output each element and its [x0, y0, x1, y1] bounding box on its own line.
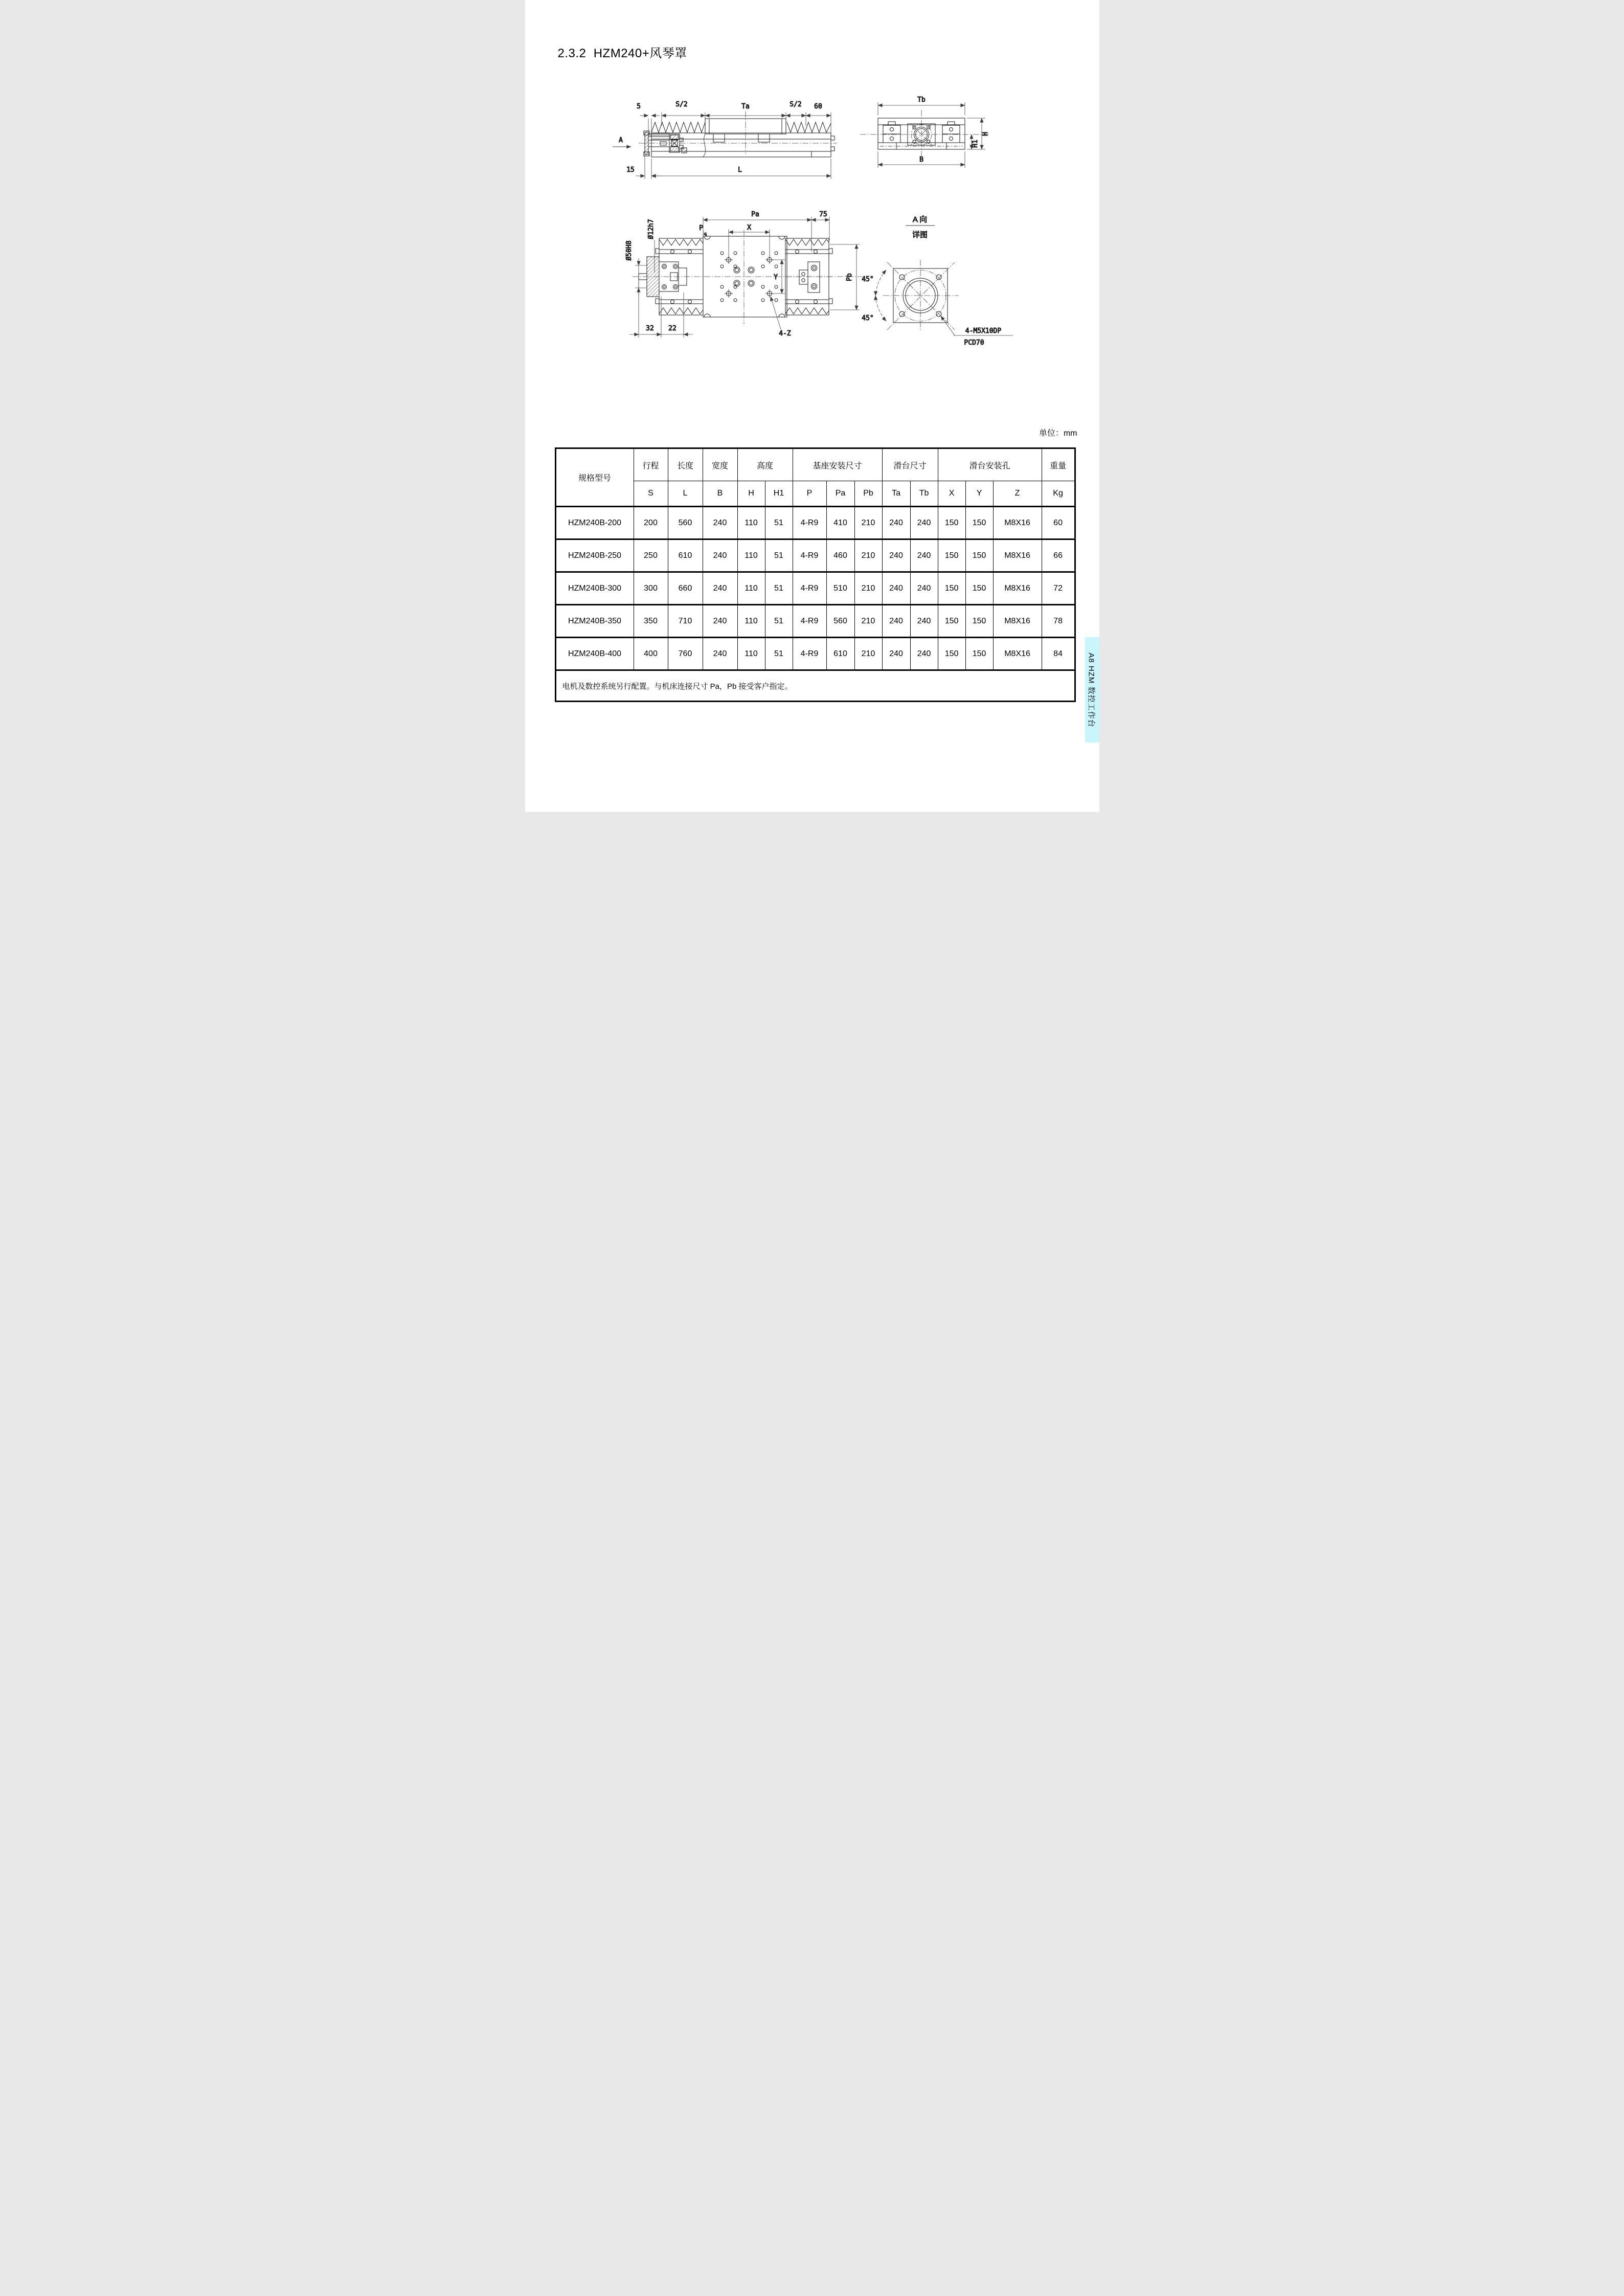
- cell: 150: [938, 572, 965, 605]
- dim-h: H: [981, 132, 989, 136]
- cell: 4-R9: [793, 539, 826, 572]
- cell: 240: [910, 638, 938, 670]
- subheader-b: B: [703, 481, 737, 507]
- cell: M8X16: [993, 507, 1042, 539]
- dim-32: 32: [645, 325, 654, 332]
- dim-60: 60: [814, 103, 822, 110]
- cell: 300: [634, 572, 668, 605]
- cell: 210: [854, 539, 882, 572]
- dim-5: 5: [636, 103, 641, 110]
- cell: 51: [765, 507, 793, 539]
- dim-22: 22: [668, 325, 676, 332]
- cell: 210: [854, 638, 882, 670]
- table-row: [555, 572, 1075, 605]
- cell: 4-R9: [793, 605, 826, 638]
- cell: 200: [634, 507, 668, 539]
- dim-x: X: [747, 224, 751, 232]
- cell: 150: [965, 572, 993, 605]
- dim-b: B: [919, 156, 923, 164]
- dim-l: L: [737, 166, 742, 174]
- side-view-bottom-dimensions: [636, 156, 831, 179]
- cell: 560: [826, 605, 854, 638]
- dim-4z: 4-Z: [778, 330, 791, 337]
- cell: 250: [634, 539, 668, 572]
- dim-p: P: [698, 224, 703, 232]
- page-title: 2.3.2 HZM240+风琴罩: [557, 47, 687, 60]
- dim-15: 15: [626, 166, 635, 174]
- end-view: [860, 96, 989, 168]
- cell-model: HZM240B-400: [555, 638, 634, 670]
- dim-45-upper: 45°: [861, 276, 874, 283]
- cell: 110: [737, 539, 765, 572]
- cell: 210: [854, 605, 882, 638]
- cell: 110: [737, 507, 765, 539]
- dim-s2-left: S/2: [675, 101, 688, 108]
- table-row: [555, 638, 1075, 670]
- bellows-left: [651, 122, 705, 132]
- header-slide-size: 滑台尺寸: [882, 448, 938, 481]
- dim-ta: Ta: [741, 103, 750, 110]
- cell: 110: [737, 605, 765, 638]
- subheader-p: P: [793, 481, 826, 507]
- dim-45-lower: 45°: [861, 314, 874, 322]
- dim-pb: Pb: [845, 273, 853, 281]
- plan-view: [625, 211, 863, 337]
- dim-s2-right: S/2: [789, 101, 802, 108]
- cell: 51: [765, 539, 793, 572]
- spec-table: [555, 447, 1076, 702]
- cell: 150: [965, 638, 993, 670]
- header-model: 规格型号: [555, 448, 634, 507]
- dim-h1: H1: [971, 140, 979, 148]
- cell: M8X16: [993, 539, 1042, 572]
- cell: 110: [737, 638, 765, 670]
- cell: 460: [826, 539, 854, 572]
- subheader-ta: Ta: [882, 481, 910, 507]
- header-stroke: 行程: [634, 448, 668, 481]
- header-height: 高度: [737, 448, 793, 481]
- subheader-z: Z: [993, 481, 1042, 507]
- subheader-l: L: [668, 481, 703, 507]
- cell: 240: [882, 507, 910, 539]
- cell: 150: [938, 539, 965, 572]
- cell: 51: [765, 572, 793, 605]
- subheader-x: X: [938, 481, 965, 507]
- datasheet-page: [525, 0, 1099, 812]
- cell: 51: [765, 605, 793, 638]
- break-line: [703, 134, 706, 157]
- cell: 710: [668, 605, 703, 638]
- header-length: 长度: [668, 448, 703, 481]
- cell: 240: [910, 605, 938, 638]
- cell: 240: [703, 605, 737, 638]
- subheader-h1: H1: [765, 481, 793, 507]
- cell: M8X16: [993, 638, 1042, 670]
- cell-model: HZM240B-350: [555, 605, 634, 638]
- table-row: [555, 539, 1075, 572]
- cell: 240: [703, 638, 737, 670]
- cell: 78: [1042, 605, 1075, 638]
- table-note: 电机及数控系统另行配置。与机床连接尺寸 Pa，Pb 接受客户指定。: [555, 670, 1075, 702]
- cell: 240: [882, 572, 910, 605]
- bellows-right: [787, 122, 831, 132]
- cell-model: HZM240B-250: [555, 539, 634, 572]
- subheader-pa: Pa: [826, 481, 854, 507]
- cell: 4-R9: [793, 572, 826, 605]
- cell-model: HZM240B-300: [555, 572, 634, 605]
- cell: 150: [965, 507, 993, 539]
- motor-flange: [645, 132, 648, 154]
- cell: 610: [826, 638, 854, 670]
- cell: 560: [668, 507, 703, 539]
- view-arrow-label: A: [618, 137, 623, 144]
- chapter-side-tab: [1085, 637, 1099, 742]
- cell: 110: [737, 572, 765, 605]
- cell: 60: [1042, 507, 1075, 539]
- dim-tb: Tb: [917, 96, 926, 104]
- cell: 150: [938, 605, 965, 638]
- cell: 240: [882, 605, 910, 638]
- subheader-s: S: [634, 481, 668, 507]
- side-view-top-dimensions: [640, 112, 831, 133]
- header-width: 宽度: [703, 448, 737, 481]
- chapter-side-tab-label: A8 HZM 数控工作台: [1087, 652, 1096, 728]
- cell: 150: [965, 605, 993, 638]
- cell: 240: [882, 638, 910, 670]
- subheader-kg: Kg: [1042, 481, 1075, 507]
- cell: M8X16: [993, 605, 1042, 638]
- cell: 66: [1042, 539, 1075, 572]
- cell: 610: [668, 539, 703, 572]
- detail-title-line1: A 向: [912, 215, 927, 224]
- engineering-drawing: [525, 77, 1099, 353]
- table-row: [555, 507, 1075, 539]
- cell: 240: [910, 572, 938, 605]
- cell: 240: [703, 572, 737, 605]
- detail-pcd-note: PCD70: [963, 339, 984, 347]
- cell: 410: [826, 507, 854, 539]
- side-view: [613, 101, 837, 179]
- dim-75: 75: [819, 211, 827, 218]
- subheader-tb: Tb: [910, 481, 938, 507]
- cell: 240: [910, 507, 938, 539]
- cell: 51: [765, 638, 793, 670]
- cell: M8X16: [993, 572, 1042, 605]
- dim-dia12: Ø12h7: [647, 219, 655, 239]
- cell: 4-R9: [793, 507, 826, 539]
- detail-bolt-note: 4-M5X10DP: [965, 327, 1001, 335]
- table-row: [555, 605, 1075, 638]
- header-base-mount: 基座安装尺寸: [793, 448, 882, 481]
- cell: 660: [668, 572, 703, 605]
- unit-label: 单位：mm: [1039, 429, 1077, 438]
- cell: 210: [854, 572, 882, 605]
- dim-pa: Pa: [751, 211, 759, 218]
- cell: 72: [1042, 572, 1075, 605]
- detail-title-line2: 详图: [912, 231, 928, 239]
- cell-model: HZM240B-200: [555, 507, 634, 539]
- cell: 210: [854, 507, 882, 539]
- cell: 400: [634, 638, 668, 670]
- subheader-y: Y: [965, 481, 993, 507]
- subheader-pb: Pb: [854, 481, 882, 507]
- dim-y: Y: [773, 274, 778, 281]
- dim-dia50: Ø50H8: [625, 240, 633, 261]
- cell: 510: [826, 572, 854, 605]
- header-slide-holes: 滑台安装孔: [938, 448, 1042, 481]
- header-weight: 重量: [1042, 448, 1075, 481]
- subheader-h: H: [737, 481, 765, 507]
- cell: 150: [938, 638, 965, 670]
- detail-view: [862, 215, 1013, 347]
- cell: 240: [882, 539, 910, 572]
- cell: 150: [938, 507, 965, 539]
- cell: 760: [668, 638, 703, 670]
- plan-bottom-dimensions: [629, 280, 693, 337]
- cell: 240: [703, 507, 737, 539]
- cell: 150: [965, 539, 993, 572]
- cell: 4-R9: [793, 638, 826, 670]
- cell: 240: [703, 539, 737, 572]
- cell: 240: [910, 539, 938, 572]
- cell: 350: [634, 605, 668, 638]
- cell: 84: [1042, 638, 1075, 670]
